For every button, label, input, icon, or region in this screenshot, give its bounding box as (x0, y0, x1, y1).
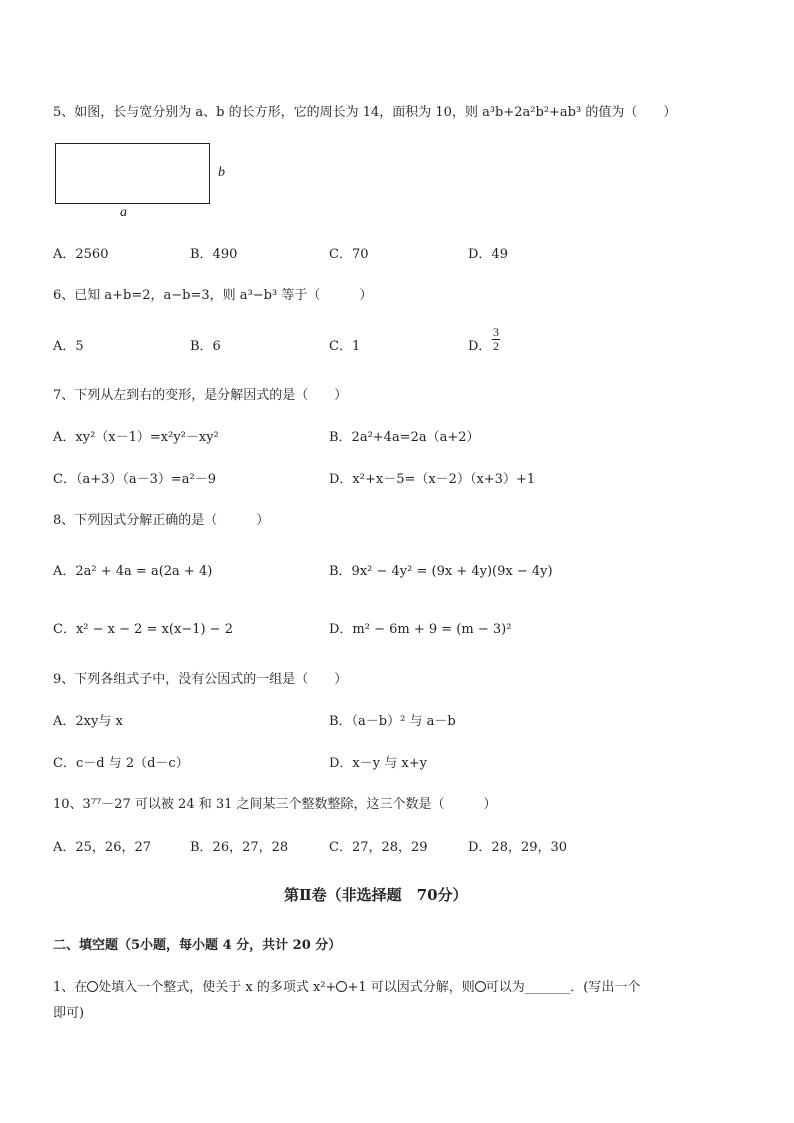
part-2-title: 第Ⅱ卷（非选择题 70分） (284, 886, 468, 904)
q6-option-d-fraction (492, 326, 500, 353)
q6-option-b: B．6 (190, 339, 221, 354)
rectangle-label-a: a (120, 205, 127, 220)
section-fill-blank-heading: 二、填空题（5小题，每小题 4 分，共计 20 分） (53, 938, 342, 953)
fill-q1-part-d: 可以为_______．(写出一个 (485, 980, 641, 995)
q6-option-a: A．5 (53, 339, 84, 354)
circle-blank-icon (87, 981, 98, 992)
q9-option-b: B．（a－b）² 与 a－b (329, 714, 456, 729)
q5-option-d: D．49 (468, 247, 508, 262)
fill-question-1-line-2: 即可) (53, 1006, 85, 1021)
q10-option-a: A．25，26，27 (53, 840, 152, 855)
question-6-text: 6、已知 a+b=2，a−b=3，则 a³−b³ 等于（ ） (53, 288, 373, 303)
fraction-denominator: 2 (493, 339, 499, 353)
question-10-text: 10、3⁷⁷－27 可以被 24 和 31 之间某三个整数整除，这三个数是（ ） (53, 797, 497, 812)
q10-option-d: D．28，29，30 (468, 840, 568, 855)
q8-option-a: A．2a² + 4a = a(2a + 4) (53, 564, 213, 579)
q7-option-d: D．x²+x－5=（x－2）（x+3）+1 (329, 472, 536, 487)
fill-question-1 (53, 976, 640, 995)
circle-blank-icon (336, 981, 347, 992)
q10-option-c: C．27，28，29 (329, 840, 428, 855)
question-9-text: 9、下列各组式子中，没有公因式的一组是（ ） (53, 672, 348, 687)
rectangle-label-b: b (218, 165, 225, 180)
q8-option-c: C．x² − x − 2 = x(x−1) − 2 (53, 622, 233, 637)
q5-option-a: A．2560 (53, 247, 109, 262)
q10-option-b: B．26，27，28 (190, 840, 289, 855)
q7-option-b: B．2a²+4a=2a（a+2） (329, 430, 480, 445)
q5-option-c: C．70 (329, 247, 369, 262)
q7-option-c: C．（a+3）（a－3）=a²－9 (53, 472, 217, 487)
q6-option-c: C．1 (329, 339, 361, 354)
q9-option-d: D．x－y 与 x+y (329, 756, 427, 771)
q8-option-b: B．9x² − 4y² = (9x + 4y)(9x − 4y) (329, 564, 553, 579)
circle-blank-icon (475, 981, 486, 992)
fill-q1-part-a: 1、在 (53, 980, 88, 995)
q9-option-c: C．c－d 与 2（d－c） (53, 756, 189, 771)
q5-option-b: B．490 (190, 247, 238, 262)
q6-option-d: D． (468, 339, 492, 354)
rectangle-figure (55, 143, 210, 204)
question-7-text: 7、下列从左到右的变形，是分解因式的是（ ） (53, 388, 348, 403)
fraction-numerator: 3 (493, 325, 499, 339)
fill-q1-part-c: +1 可以因式分解，则 (347, 980, 475, 995)
q9-option-a: A．2xy与 x (53, 714, 123, 729)
q8-option-d: D．m² − 6m + 9 = (m − 3)² (329, 622, 512, 637)
question-5-text: 5、如图，长与宽分别为 a、b 的长方形，它的周长为 14，面积为 10，则 a³b+2a²b²+ab³ 的值为（ ） (53, 105, 677, 120)
question-8-text: 8、下列因式分解正确的是（ ） (53, 513, 270, 528)
fill-q1-part-b: 处填入一个整式，使关于 x 的多项式 x²+ (98, 980, 337, 995)
q7-option-a: A．xy²（x－1）=x²y²－xy² (53, 430, 219, 445)
